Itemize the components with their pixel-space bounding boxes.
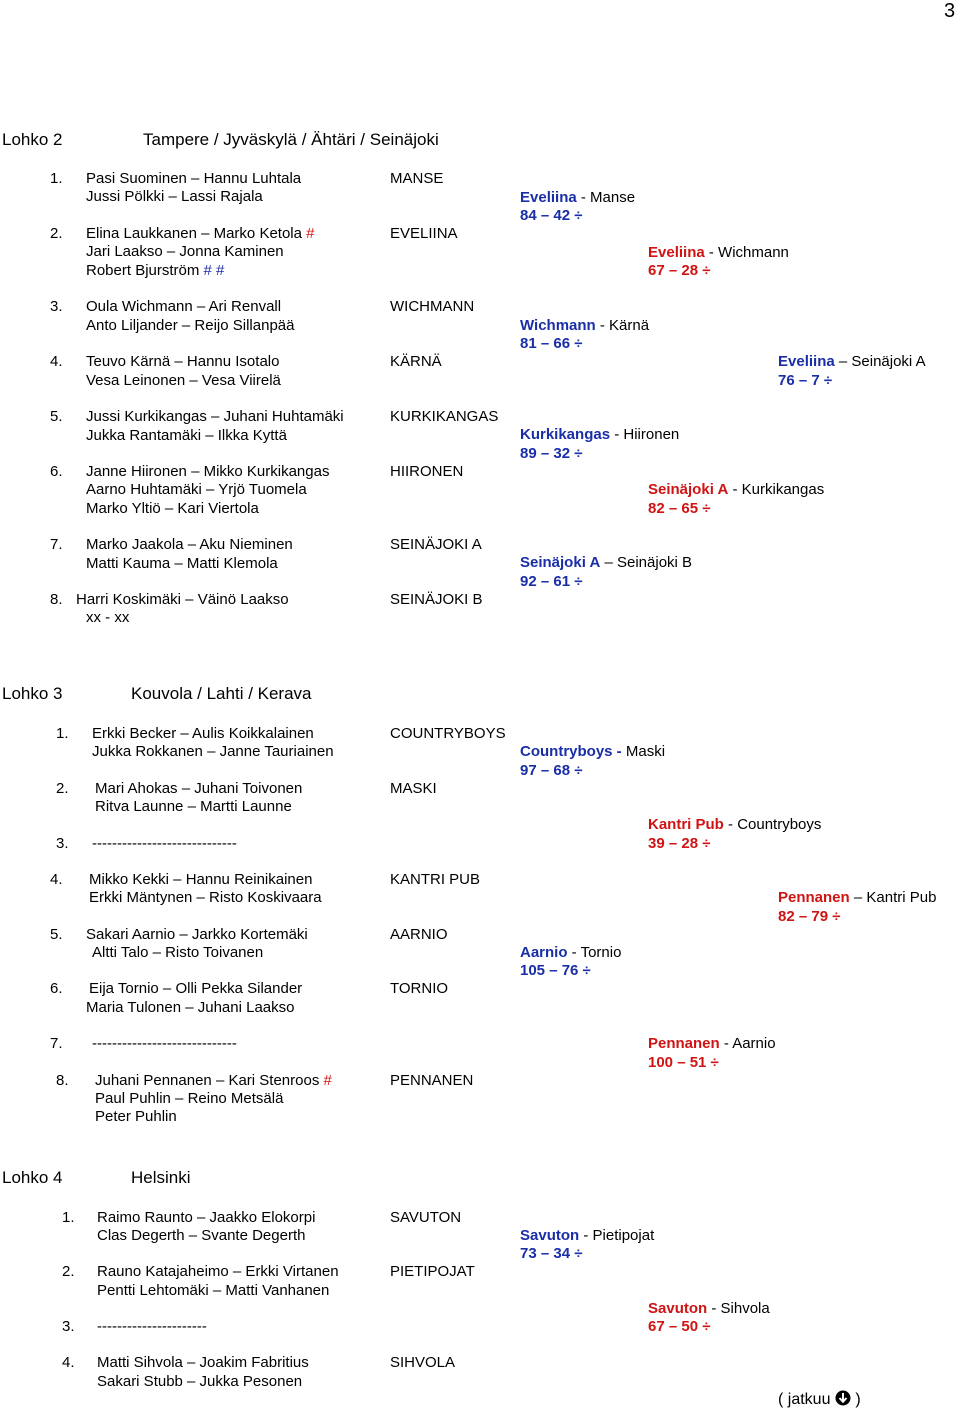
- section-label-lohko4: Lohko 4: [2, 1168, 63, 1187]
- match-result: Seinäjoki A - Kurkikangas: [648, 481, 825, 498]
- team-number: 3.: [56, 835, 69, 852]
- match-result: Savuton - Sihvola: [648, 1300, 770, 1317]
- empty-slot: ----------------------: [97, 1318, 207, 1335]
- player-line: Jari Laakso – Jonna Kaminen: [86, 243, 284, 260]
- marker: # #: [203, 262, 225, 279]
- team-number: 6.: [50, 980, 63, 997]
- team-name: SEINÄJOKI B: [390, 591, 483, 608]
- match-loser: Kurkikangas: [741, 481, 825, 498]
- player-line: Mikko Kekki – Hannu Reinikainen: [89, 871, 313, 888]
- player-line: Ritva Launne – Martti Launne: [95, 798, 292, 815]
- team-number: 5.: [50, 408, 63, 425]
- match-loser: Sihvola: [720, 1300, 770, 1317]
- match-winner: Eveliina: [520, 189, 577, 206]
- player-line: Peter Puhlin: [95, 1108, 177, 1125]
- empty-slot: -----------------------------: [92, 1035, 237, 1052]
- match-winner: Savuton: [520, 1227, 580, 1244]
- player-line: Pentti Lehtomäki – Matti Vanhanen: [97, 1282, 330, 1299]
- team-number: 8.: [56, 1072, 69, 1089]
- player-line: Erkki Becker – Aulis Koikkalainen: [92, 725, 314, 742]
- team-name: EVELIINA: [390, 225, 458, 242]
- match-result: Wichmann - Kärnä: [520, 317, 650, 334]
- team-number: 4.: [50, 871, 63, 888]
- team-number: 2.: [56, 780, 69, 797]
- match-winner: Countryboys: [520, 743, 613, 760]
- player-line: Marko Yltiö – Kari Viertola: [86, 500, 259, 517]
- match-loser: Wichmann: [718, 244, 789, 261]
- player-line: Matti Sihvola – Joakim Fabritius: [97, 1354, 309, 1371]
- team-number: 1.: [56, 725, 69, 742]
- match-result: Pennanen – Kantri Pub: [778, 889, 937, 906]
- match-winner: Wichmann: [520, 317, 596, 334]
- team-name: KÄRNÄ: [390, 353, 442, 370]
- player-line: Raimo Raunto – Jaakko Elokorpi: [97, 1209, 316, 1226]
- player-line: Paul Puhlin – Reino Metsälä: [95, 1090, 284, 1107]
- match-score: 76 – 7 ÷: [778, 372, 833, 389]
- marker: #: [323, 1072, 332, 1089]
- match-winner: Aarnio: [520, 944, 568, 961]
- match-loser: Seinäjoki A: [851, 353, 926, 370]
- match-winner: Kantri Pub: [648, 816, 724, 833]
- player-line: Vesa Leinonen – Vesa Viirelä: [86, 372, 281, 389]
- team-name: SIHVOLA: [390, 1354, 456, 1371]
- section-label-lohko3: Lohko 3: [2, 684, 63, 703]
- player-line: Jukka Rantamäki – Ilkka Kyttä: [86, 427, 287, 444]
- section-label-lohko2: Lohko 2: [2, 130, 63, 149]
- team-number: 3.: [50, 298, 63, 315]
- match-loser: Countryboys: [737, 816, 822, 833]
- match-score: 82 – 65 ÷: [648, 500, 711, 517]
- match-winner: Eveliina: [648, 244, 705, 261]
- team-number: 7.: [50, 536, 63, 553]
- player-line: Altti Talo – Risto Toivanen: [92, 944, 264, 961]
- match-score: 97 – 68 ÷: [520, 762, 583, 779]
- player-line: Clas Degerth – Svante Degerth: [97, 1227, 306, 1244]
- player-line: Jussi Kurkikangas – Juhani Huhtamäki: [86, 408, 344, 425]
- player-line: Eija Tornio – Olli Pekka Silander: [89, 980, 303, 997]
- team-number: 6.: [50, 463, 63, 480]
- match-score: 67 – 50 ÷: [648, 1318, 711, 1335]
- match-loser: Maski: [625, 743, 666, 760]
- match-loser: Kärnä: [609, 317, 650, 334]
- player-line: Marko Jaakola – Aku Nieminen: [86, 536, 293, 553]
- player-line: Teuvo Kärnä – Hannu Isotalo: [86, 353, 280, 370]
- player-line: Elina Laukkanen – Marko Ketola #: [86, 225, 315, 242]
- team-name: PIETIPOJAT: [390, 1263, 475, 1280]
- team-name: KANTRI PUB: [390, 871, 481, 888]
- team-name: TORNIO: [390, 980, 449, 997]
- match-score: 67 – 28 ÷: [648, 262, 711, 279]
- team-number: 1.: [50, 170, 63, 187]
- team-name: AARNIO: [390, 926, 448, 943]
- player-line: Maria Tulonen – Juhani Laakso: [86, 999, 295, 1016]
- match-loser: Pietipojat: [592, 1227, 655, 1244]
- player-line: Aarno Huhtamäki – Yrjö Tuomela: [86, 481, 307, 498]
- match-result: Seinäjoki A – Seinäjoki B: [520, 554, 693, 571]
- match-score: 39 – 28 ÷: [648, 835, 711, 852]
- team-number: 3.: [62, 1318, 75, 1335]
- team-name: KURKIKANGAS: [390, 408, 499, 425]
- match-score: 89 – 32 ÷: [520, 445, 583, 462]
- match-result: Eveliina - Wichmann: [648, 244, 789, 261]
- match-loser: Manse: [590, 189, 636, 206]
- match-loser: Tornio: [580, 944, 622, 961]
- match-result: Eveliina - Manse: [520, 189, 636, 206]
- match-score: 73 – 34 ÷: [520, 1245, 583, 1262]
- player-line: Jussi Pölkki – Lassi Rajala: [86, 188, 263, 205]
- match-winner: Savuton: [648, 1300, 708, 1317]
- section-title-lohko4: Helsinki: [131, 1168, 191, 1187]
- match-score: 100 – 51 ÷: [648, 1054, 719, 1071]
- player-line: Jukka Rokkanen – Janne Tauriainen: [92, 743, 334, 760]
- player-line: Erkki Mäntynen – Risto Koskivaara: [89, 889, 322, 906]
- player-line: Sakari Aarnio – Jarkko Kortemäki: [86, 926, 308, 943]
- match-score: 105 – 76 ÷: [520, 962, 591, 979]
- match-loser: Aarnio: [732, 1035, 776, 1052]
- team-name: SEINÄJOKI A: [390, 536, 482, 553]
- player-line: Harri Koskimäki – Väinö Laakso: [76, 591, 289, 608]
- match-result: Kurkikangas - Hiironen: [520, 426, 680, 443]
- team-number: 1.: [62, 1209, 75, 1226]
- match-result: Eveliina – Seinäjoki A: [778, 353, 926, 370]
- match-loser: Seinäjoki B: [617, 554, 693, 571]
- player-line: Robert Bjurström # #: [86, 262, 225, 279]
- section-title-lohko2: Tampere / Jyväskylä / Ähtäri / Seinäjoki: [143, 130, 439, 149]
- section-title-lohko3: Kouvola / Lahti / Kerava: [131, 684, 312, 703]
- team-name: HIIRONEN: [390, 463, 464, 480]
- match-score: 81 – 66 ÷: [520, 335, 583, 352]
- player-line: xx - xx: [86, 609, 130, 626]
- team-number: 4.: [50, 353, 63, 370]
- match-winner: Eveliina: [778, 353, 835, 370]
- team-number: 8.: [50, 591, 63, 608]
- team-number: 7.: [50, 1035, 63, 1052]
- player-line: Janne Hiironen – Mikko Kurkikangas: [86, 463, 330, 480]
- player-line: Pasi Suominen – Hannu Luhtala: [86, 170, 302, 187]
- team-name: COUNTRYBOYS: [390, 725, 506, 742]
- match-score: 82 – 79 ÷: [778, 908, 841, 925]
- team-number: 5.: [50, 926, 63, 943]
- match-loser: Kantri Pub: [866, 889, 937, 906]
- match-loser: Hiironen: [623, 426, 680, 443]
- team-name: MANSE: [390, 170, 444, 187]
- match-winner: Seinäjoki A: [648, 481, 729, 498]
- match-result: Countryboys - Maski: [520, 743, 666, 760]
- player-line: Matti Kauma – Matti Klemola: [86, 555, 278, 572]
- match-score: 84 – 42 ÷: [520, 207, 583, 224]
- player-line: Juhani Pennanen – Kari Stenroos #: [95, 1072, 332, 1089]
- team-name: WICHMANN: [390, 298, 475, 315]
- team-name: PENNANEN: [390, 1072, 474, 1089]
- player-line: Oula Wichmann – Ari Renvall: [86, 298, 282, 315]
- marker: #: [306, 225, 315, 242]
- page-number: 3: [944, 0, 956, 22]
- match-winner: Seinäjoki A: [520, 554, 601, 571]
- match-result: Savuton - Pietipojat: [520, 1227, 655, 1244]
- team-number: 2.: [50, 225, 63, 242]
- match-result: Pennanen - Aarnio: [648, 1035, 776, 1052]
- continued-note: ( jatkuu ): [778, 1391, 861, 1408]
- match-result: Aarnio - Tornio: [520, 944, 622, 961]
- player-line: Rauno Katajaheimo – Erkki Virtanen: [97, 1263, 339, 1280]
- player-line: Mari Ahokas – Juhani Toivonen: [95, 780, 303, 797]
- match-winner: Pennanen: [648, 1035, 720, 1052]
- match-score: 92 – 61 ÷: [520, 573, 583, 590]
- match-winner: Kurkikangas: [520, 426, 611, 443]
- arrow-down-icon: [835, 1391, 855, 1408]
- match-winner: Pennanen: [778, 889, 850, 906]
- team-name: SAVUTON: [390, 1209, 462, 1226]
- match-result: Kantri Pub - Countryboys: [648, 816, 822, 833]
- player-line: Sakari Stubb – Jukka Pesonen: [97, 1373, 303, 1390]
- team-number: 4.: [62, 1354, 75, 1371]
- team-name: MASKI: [390, 780, 437, 797]
- player-line: Anto Liljander – Reijo Sillanpää: [86, 317, 295, 334]
- team-number: 2.: [62, 1263, 75, 1280]
- empty-slot: -----------------------------: [92, 835, 237, 852]
